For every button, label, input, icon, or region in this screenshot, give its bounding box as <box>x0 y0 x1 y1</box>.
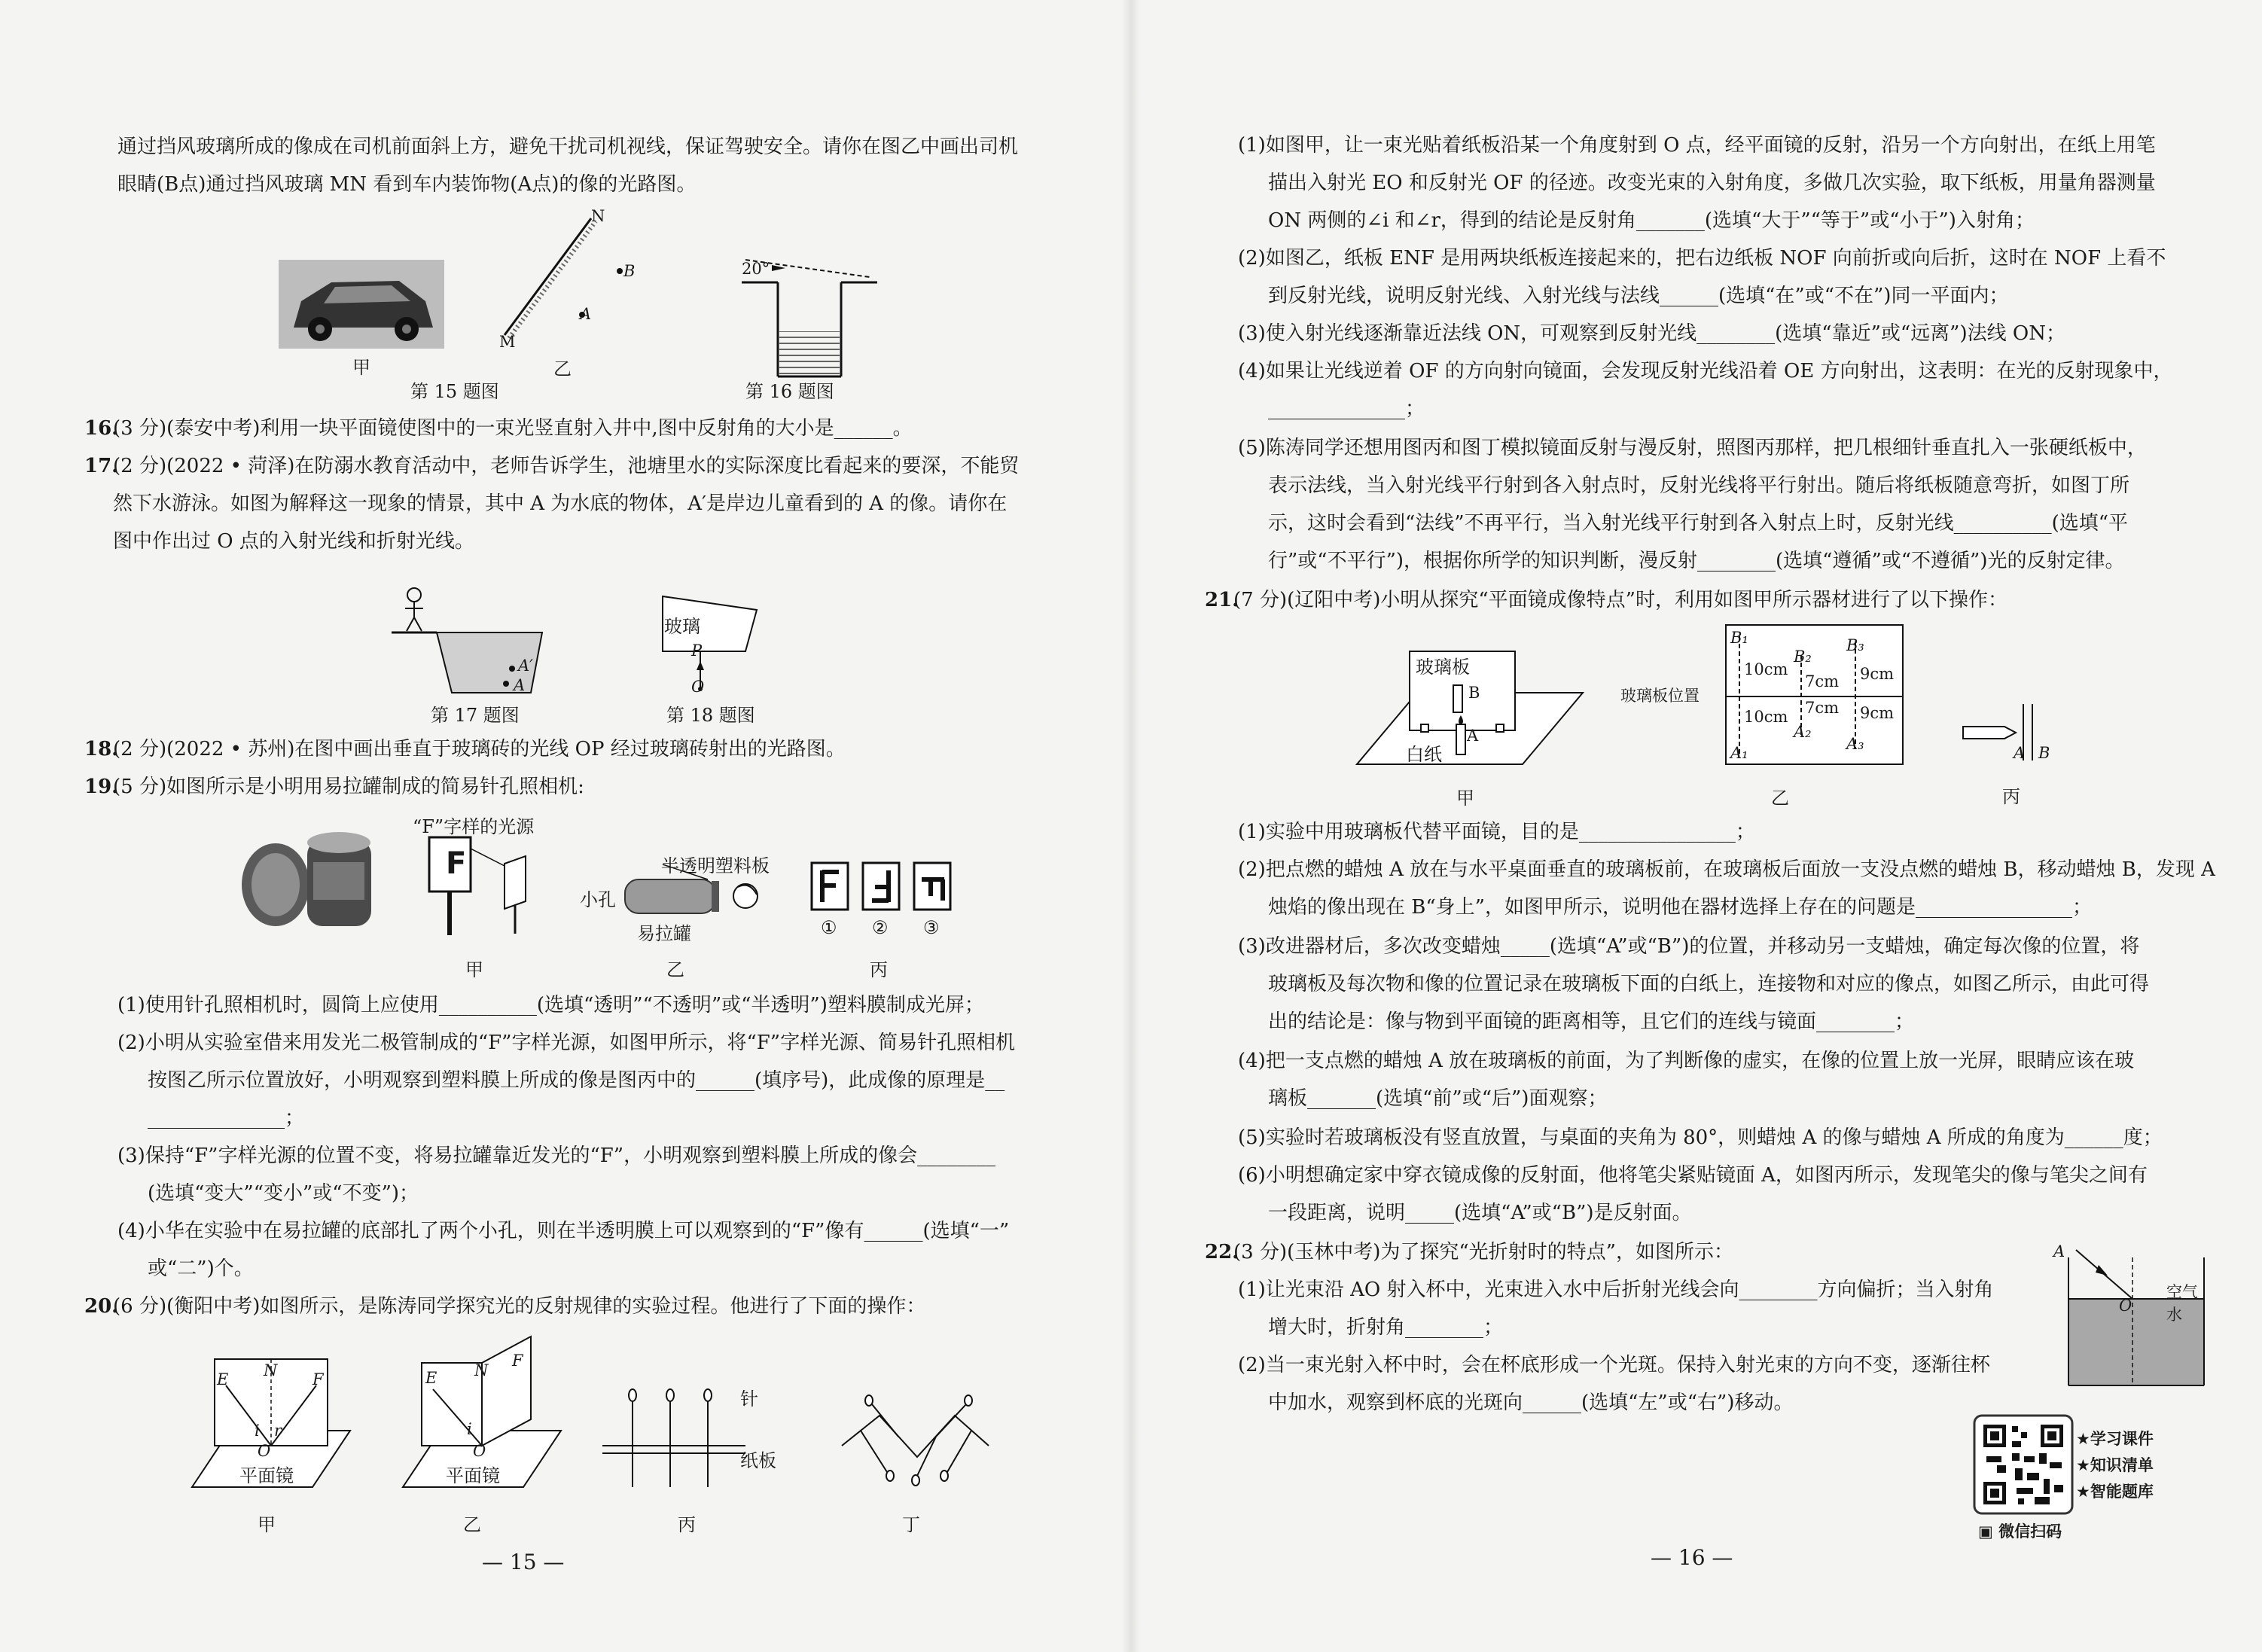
q20-sub5-line1: (5)陈涛同学还想用图丙和图丁模拟镜面反射与漫反射，照图丙那样，把几根细针垂直扎入一张硬纸板中， <box>1238 437 2147 459</box>
q19-image-options <box>812 863 955 914</box>
q19-fig-jia: 甲 <box>465 959 483 980</box>
q21-bing-label-A: A <box>2014 744 2026 762</box>
q15-label-B: B <box>623 262 636 280</box>
right-page <box>1131 0 2262 1652</box>
q15-caption: 第 15 题图 <box>410 381 499 402</box>
q20-fig-jia: 甲 <box>258 1514 276 1535</box>
q22-label-O: O <box>2119 1297 2132 1315</box>
q21-label-B1: B₁ <box>1730 629 1748 647</box>
q20-text: (6 分)(衡阳中考)如图所示，是陈涛同学探究光的反射规律的实验过程。他进行了下面的操作： <box>113 1295 926 1318</box>
q19-can-label: 易拉罐 <box>637 923 691 944</box>
q19-sub3-line1: (3)保持“F”字样光源的位置不变，将易拉罐靠近发光的“F”，小明观察到塑料膜上所成的像会________ <box>117 1145 996 1167</box>
q18-caption: 第 18 题图 <box>666 705 755 726</box>
q15-text-line2: 眼睛(B点)通过挡风玻璃 MN 看到车内装饰物(A点)的像的光路图。 <box>117 173 697 196</box>
q20-sub4-line2: ______________； <box>1268 398 1425 420</box>
q17-label-A-prime: A′ <box>518 657 533 675</box>
q19-film-label: 半透明塑料板 <box>661 855 770 876</box>
q20-yi-mirror: 平面镜 <box>446 1465 500 1486</box>
q20-sub1-line3: ON 两侧的∠i 和∠r，得到的结论是反射角_______(选填“大于”“等于”或“小于”)入射角； <box>1268 209 2035 232</box>
q22-text: (3 分)(玉林中考)为了探究“光折射时的特点”，如图所示： <box>1233 1241 1733 1263</box>
qr-item-2: ★知识清单 <box>2076 1456 2154 1474</box>
q16-text: (3 分)(泰安中考)利用一块平面镜使图中的一束光竖直射入井中,图中反射角的大小是______。 <box>113 417 913 440</box>
q20-sub3: (3)使入射光线逐渐靠近法线 ON，可观察到反射光线________(选填“靠近”或“远离”)法线 ON； <box>1238 322 2065 345</box>
q19-option-3: ③ <box>923 917 940 938</box>
q21-label-A1: A₁ <box>1730 744 1748 762</box>
q21-dist-9cm-upper: 9cm <box>1860 665 1895 683</box>
q20-yi-label-i: i <box>467 1420 472 1438</box>
q21-label-A3: A₃ <box>1846 735 1864 753</box>
qr-item-3: ★智能题库 <box>2076 1483 2154 1501</box>
q20-yi-label-F: F <box>512 1352 523 1370</box>
q20-jia-label-r: r <box>274 1422 282 1440</box>
q20-jia-label-E: E <box>217 1370 229 1388</box>
q21-dist-7cm-lower: 7cm <box>1805 699 1840 717</box>
q18-label-O: O <box>691 678 705 696</box>
q19-source-label: “F”字样的光源 <box>413 816 535 837</box>
q20-fig-yi: 乙 <box>463 1514 481 1535</box>
q18-glass-label: 玻璃 <box>664 616 700 637</box>
q20-sub5-line2: 表示法线，当入射光线平行射到各入射点时，反射光线将平行射出。随后将纸板随意弯折，如图丁所 <box>1268 474 2130 497</box>
q17-number: 17. <box>84 455 119 477</box>
q21-label-A2: A₂ <box>1794 723 1812 741</box>
q22-sub1-line1: (1)让光束沿 AO 射入杯中，光束进入水中后折射光线会向________方向偏折；当入射角 <box>1238 1279 1994 1301</box>
q22-label-A: A <box>2053 1242 2065 1260</box>
q15-car-photo <box>279 260 444 350</box>
q21-sub3-line2: 玻璃板及每次物和像的位置记录在玻璃板下面的白纸上，连接物和对应的像点，如图乙所示，由此可得 <box>1268 973 2150 995</box>
q21-fig-jia: 甲 <box>1456 788 1474 809</box>
q21-sub5: (5)实验时若玻璃板没有竖直放置，与桌面的夹角为 80°，则蜡烛 A 的像与蜡烛 A 所成的角度为______度； <box>1238 1126 2163 1149</box>
q20-jia-mirror: 平面镜 <box>239 1465 294 1486</box>
q21-dist-9cm-lower: 9cm <box>1860 704 1895 722</box>
q21-sub2-line2: 烛焰的像出现在 B“身上”，如图甲所示，说明他在器材选择上存在的问题是________________； <box>1268 896 2092 919</box>
qr-scan-label <box>1978 1519 2062 1542</box>
q22-air-label: 空气 <box>2166 1283 2198 1301</box>
q19-option-1: ① <box>821 917 837 938</box>
q21-fig-yi-diagram <box>1726 625 1903 764</box>
q21-jia-label-A: A <box>1467 727 1479 745</box>
q22-number: 22. <box>1205 1241 1239 1263</box>
q20-sub1-line2: 描出入射光 EO 和反射光 OF 的径迹。改变光束的入射角度，多做几次实验，取下纸板，用量角器测量 <box>1268 172 2156 194</box>
q20-sub5-line3: 示，这时会看到“法线”不再平行，当入射光线平行射到各入射点上时，反射光线__________(选填“平 <box>1268 512 2129 535</box>
q21-sub6-line1: (6)小明想确定家中穿衣镜成像的反射面，他将笔尖紧贴镜面 A，如图丙所示，发现笔尖的像与笔尖之间有 <box>1238 1164 2148 1187</box>
q20-fig-ding: 丁 <box>902 1514 920 1535</box>
q19-sub2-line2: 按图乙所示位置放好，小明观察到塑料膜上所成的像是图丙中的______(填序号)，此成像的原理是__ <box>148 1069 1005 1092</box>
q21-jia-label-B: B <box>1468 684 1480 702</box>
q21-sub2-line1: (2)把点燃的蜡烛 A 放在与水平桌面垂直的玻璃板前，在玻璃板后面放一支没点燃的蜡烛 B，移动蜡烛 B，发现 A <box>1238 858 2215 881</box>
q20-sub4-line1: (4)如果让光线逆着 OF 的方向射向镜面，会发现反射光线沿着 OE 方向射出，这表明：在光的反射现象中， <box>1238 360 2173 383</box>
q21-dist-10cm-lower: 10cm <box>1744 708 1788 726</box>
q19-fig-yi: 乙 <box>666 959 684 980</box>
q19-cans-photo <box>232 824 383 934</box>
q19-sub3-line2: (选填“变大”“变小”或“不变”)； <box>148 1182 419 1205</box>
q20-fig-bing: 丙 <box>678 1514 696 1535</box>
q21-dist-10cm-upper: 10cm <box>1744 660 1788 678</box>
q21-sub4-line2: 璃板_______(选填“前”或“后”)面观察； <box>1268 1087 1608 1110</box>
q21-fig-jia-diagram <box>1357 640 1583 772</box>
q15-fig-jia: 甲 <box>352 357 370 378</box>
q20-jia-label-F: F <box>312 1370 324 1388</box>
q18-label-P: P <box>691 642 703 660</box>
q21-fig-yi: 乙 <box>1771 788 1789 809</box>
q19-camera-diagram <box>617 864 776 925</box>
q21-text: (7 分)(辽阳中考)小明从探究“平面镜成像特点”时，利用如图甲所示器材进行了以下操作： <box>1233 589 2007 611</box>
q19-sub1: (1)使用针孔照相机时，圆筒上应使用__________(选填“透明”“不透明”或“半透明”)塑料膜制成光屏； <box>117 994 984 1016</box>
q18-text: (2 分)(2022 • 苏州)在图中画出垂直于玻璃砖的光线 OP 经过玻璃砖射出的光路图。 <box>113 738 846 760</box>
q17-text-line2: 然下水游泳。如图为解释这一现象的情景，其中 A 为水底的物体，A′是岸边儿童看到的 A 的像。请你在 <box>113 492 1008 515</box>
q20-fig-ding-diagram <box>842 1401 992 1491</box>
q20-number: 20. <box>84 1295 119 1318</box>
q19-sub2-line3: ______________； <box>148 1107 305 1129</box>
q19-sub4-line2: 或“二”)个。 <box>148 1257 254 1280</box>
q21-label-B2: B₂ <box>1794 648 1812 666</box>
q20-paper-label: 纸板 <box>740 1450 776 1471</box>
q18-number: 18. <box>84 738 119 760</box>
q19-option-2: ② <box>872 917 889 938</box>
q18-glass-diagram <box>655 595 761 696</box>
q16-angle-label: 20° <box>742 260 770 278</box>
q15-label-M: M <box>499 333 516 351</box>
q19-sub4-line1: (4)小华在实验中在易拉罐的底部扎了两个小孔，则在半透明膜上可以观察到的“F”像有______(选填“一” <box>117 1220 1010 1242</box>
q21-sub3-line1: (3)改进器材后，多次改变蜡烛_____(选填“A”或“B”)的位置，并移动另一支蜡烛，确定每次像的位置，将 <box>1238 935 2140 958</box>
q21-number: 21. <box>1205 589 1239 611</box>
qr-item-1-label: 学习课件 <box>2090 1430 2154 1448</box>
q21-sub4-line1: (4)把一支点燃的蜡烛 A 放在玻璃板的前面，为了判断像的虚实，在像的位置上放一光屏，眼睛应该在玻 <box>1238 1050 2135 1072</box>
q16-caption: 第 16 题图 <box>745 381 834 402</box>
q17-caption: 第 17 题图 <box>431 705 520 726</box>
q16-number: 16. <box>84 417 119 440</box>
q21-glass-position-label: 玻璃板位置 <box>1620 687 1700 705</box>
q21-white-paper-label: 白纸 <box>1406 744 1442 765</box>
q19-sub2-line1: (2)小明从实验室借来用发光二极管制成的“F”字样光源，如图甲所示，将“F”字样光源、简易针孔照相机 <box>117 1032 1016 1054</box>
q15-label-N: N <box>591 207 605 225</box>
q19-text: (5 分)如图所示是小明用易拉罐制成的简易针孔照相机: <box>113 776 584 798</box>
q20-sub2-line2: 到反射光线，说明反射光线、入射光线与法线______(选填“在”或“不在”)同一平面内； <box>1268 285 2009 307</box>
qr-item-2-label: 知识清单 <box>2090 1456 2154 1474</box>
q20-fig-bing-diagram <box>602 1389 745 1491</box>
q22-sub2-line2: 中加水，观察到杯底的光斑向______(选填“左”或“右”)移动。 <box>1268 1391 1794 1414</box>
q20-sub5-line4: 行”或“不平行”)，根据你所学的知识判断，漫反射________(选填“遵循”或“不遵循”)光的反射定律。 <box>1268 550 2125 572</box>
q20-yi-label-N: N <box>474 1361 489 1379</box>
qr-item-3-label: 智能题库 <box>2090 1483 2154 1501</box>
q20-yi-label-O: O <box>473 1442 486 1460</box>
qr-scan-text: 微信扫码 <box>1998 1522 2062 1541</box>
q22-water-label: 水 <box>2166 1306 2182 1324</box>
q15-label-A: A <box>580 305 592 323</box>
q15-fig-yi: 乙 <box>553 358 572 379</box>
q22-sub1-line2: 增大时，折射角________； <box>1268 1316 1504 1339</box>
q20-jia-label-O: O <box>258 1442 271 1460</box>
q15-text-line1: 通过挡风玻璃所成的像成在司机前面斜上方，避免干扰司机视线，保证驾驶安全。请你在图乙中画出司机 <box>117 136 1019 158</box>
q21-label-B3: B₃ <box>1846 636 1864 654</box>
qr-scan-icon: ▣ <box>1978 1522 1999 1541</box>
q21-glass-plate-label: 玻璃板 <box>1416 657 1470 678</box>
q20-jia-label-i: i <box>255 1422 260 1440</box>
q19-number: 19. <box>84 776 119 798</box>
q21-bing-label-B: B <box>2038 744 2050 762</box>
q20-jia-label-N: N <box>264 1361 278 1379</box>
q21-sub3-line3: 出的结论是：像与物到平面镜的距离相等，且它们的连线与镜面________； <box>1268 1010 1915 1033</box>
q20-sub1-line1: (1)如图甲，让一束光贴着纸板沿某一个角度射到 O 点，经平面镜的反射，沿另一个方向射出，在纸上用笔 <box>1238 134 2156 157</box>
q22-sub2-line1: (2)当一束光射入杯中时，会在杯底形成一个光斑。保持入射光束的方向不变，逐渐往杯 <box>1238 1354 1990 1376</box>
q19-fig-bing: 丙 <box>870 959 888 980</box>
q17-text-line1: (2 分)(2022 • 菏泽)在防溺水教育活动中，老师告诉学生，池塘里水的实际深度比看起来的要深，不能贸 <box>113 455 1020 477</box>
qr-code-icon <box>1974 1416 2072 1517</box>
qr-item-1: ★学习课件 <box>2076 1430 2154 1448</box>
q21-sub1: (1)实验中用玻璃板代替平面镜，目的是________________； <box>1238 821 1755 843</box>
page-number-left: — 15 — <box>482 1550 565 1574</box>
q15-mirror-diagram <box>482 203 617 354</box>
q21-sub6-line2: 一段距离，说明_____(选填“A”或“B”)是反射面。 <box>1268 1202 1692 1224</box>
q19-F-letter: F <box>446 846 467 881</box>
q21-dist-7cm-upper: 7cm <box>1805 672 1840 690</box>
q22-cup-diagram <box>2068 1242 2204 1393</box>
q19-hole-label: 小孔 <box>580 889 616 910</box>
q21-fig-bing: 丙 <box>2002 786 2020 807</box>
q20-sub2-line1: (2)如图乙，纸板 ENF 是用两块纸板连接起来的，把右边纸板 NOF 向前折或向后折，这时在 NOF 上看不 <box>1238 247 2166 270</box>
page-number-right: — 16 — <box>1651 1545 1733 1570</box>
q20-needle-label: 针 <box>740 1388 758 1410</box>
q17-label-A: A <box>514 676 526 694</box>
q20-yi-label-E: E <box>425 1369 437 1387</box>
q17-text-line3: 图中作出过 O 点的入射光线和折射光线。 <box>113 530 474 553</box>
